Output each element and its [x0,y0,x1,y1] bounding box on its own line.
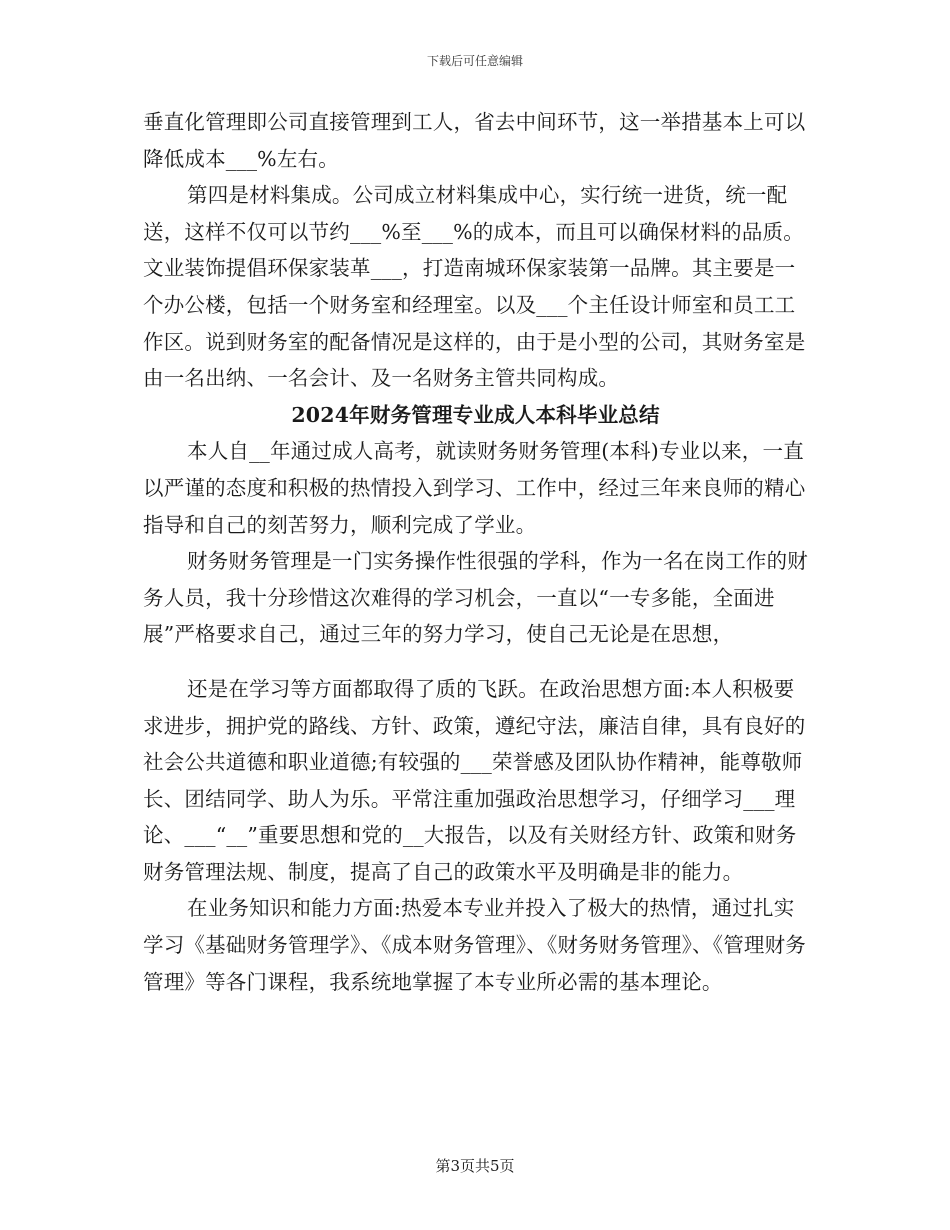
paragraph-6: 在业务知识和能力方面:热爱本专业并投入了极大的热情，通过扎实学习《基础财务管理学》、《成本财务管理》、《财务财务管理》、《管理财务管理》等各门课程，我系统地掌握了本专业所必需的基本理论。 [143,896,806,994]
section-title: 2024年财务管理专业成人本科毕业总结 [291,402,660,427]
paragraph-2: 第四是材料集成。公司成立材料集成中心，实行统一进货，统一配送，这样不仅可以节约___%至___%的成本，而且可以确保材料的品质。文业装饰提倡环保家装革___，打造南城环保家装第一品牌。其主要是一个办公楼，包括一个财务室和经理室。以及___个主任设计师室和员工工作区。说到财务室的配备情况是这样的，由于是小型的公司，其财务室是由一名出纳、一名会计、及一名财务主管共同构成。 [143,183,806,391]
paragraph-1: 垂直化管理即公司直接管理到工人，省去中间环节，这一举措基本上可以降低成本___%左右。 [143,110,806,171]
paragraph-5: 还是在学习等方面都取得了质的飞跃。在政治思想方面:本人积极要求进步，拥护党的路线、方针、政策，遵纪守法，廉洁自律，具有良好的社会公共道德和职业道德;有较强的___荣誉感及团队协作精神，能尊敬师长、团结同学、助人为乐。平常注重加强政治思想学习，仔细学习___理论、___“__”重要思想和党的__大报告，以及有关财经方针、政策和财务财务管理法规、制度，提高了自己的政策水平及明确是非的能力。 [143,676,806,884]
paragraph-gap [143,653,808,671]
page-header: 下载后可任意编辑 [426,54,523,68]
paragraph-4: 财务财务管理是一门实务操作性很强的学科，作为一名在岗工作的财务人员，我十分珍惜这次难得的学习机会，一直以“一专多能，全面进展”严格要求自己，通过三年的努力学习，使自己无论是在思想， [143,549,808,647]
document-body [143,104,808,1000]
paragraph-3: 本人自__年通过成人高考，就读财务财务管理(本科)专业以来，一直以严谨的态度和积极的热情投入到学习、工作中，经过三年来良师的精心指导和自己的刻苦努力，顺利完成了学业。 [143,439,806,537]
page-number: 第3页共5页 [435,1157,515,1175]
